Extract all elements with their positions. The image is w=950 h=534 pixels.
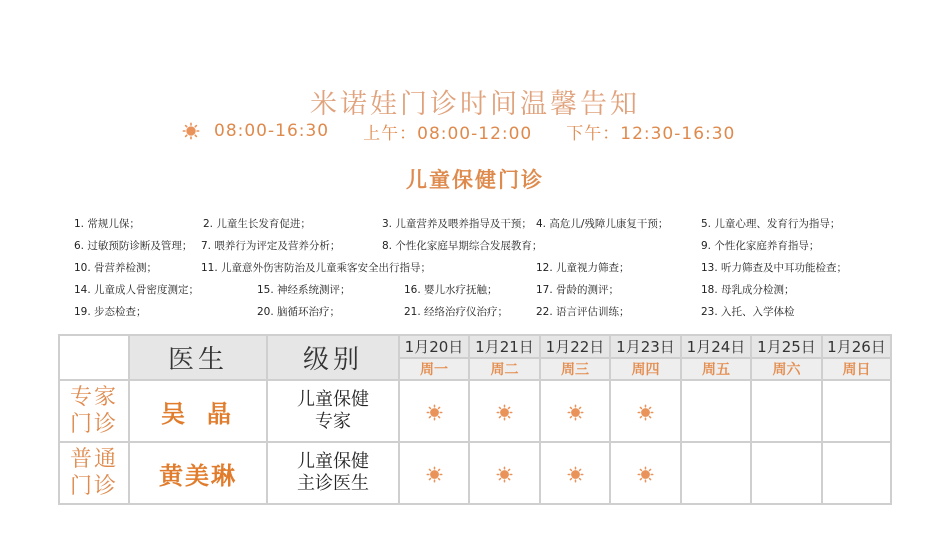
clinic-type-general <box>59 442 129 504</box>
schedule-corner <box>59 335 129 380</box>
service-item: 19. 步态检查； <box>74 306 147 318</box>
service-item: 11. 儿童意外伤害防治及儿童乘客安全出行指导； <box>201 262 432 274</box>
doctor-level-line: 专家 <box>315 411 351 432</box>
service-item: 14. 儿童成人骨密度测定； <box>74 284 200 296</box>
service-item: 22. 语言评估训练； <box>536 306 630 318</box>
clinic-type-line: 专家 <box>69 385 118 410</box>
schedule-slot <box>610 380 681 442</box>
clinic-type-expert <box>59 380 129 442</box>
service-item: 8. 个性化家庭早期综合发展教育； <box>382 240 543 252</box>
hours-afternoon: 下午：12:30-16:30 <box>566 123 736 144</box>
sun-icon <box>637 466 654 483</box>
date-cell: 1月26日 <box>822 335 891 358</box>
service-item: 21. 经络治疗仪治疗； <box>404 306 509 318</box>
date-cell: 1月20日 <box>399 335 469 358</box>
sun-icon <box>426 404 443 421</box>
sun-icon <box>567 404 584 421</box>
service-item: 20. 脑循环治疗； <box>257 306 341 318</box>
service-item: 12. 儿童视力筛查； <box>536 262 630 274</box>
doctor-name: 吴晶 <box>129 380 267 442</box>
service-item: 13. 听力筛查及中耳功能检查； <box>701 262 848 274</box>
service-item: 18. 母乳成分检测； <box>701 284 795 296</box>
schedule-slot <box>469 380 540 442</box>
service-item: 16. 婴儿水疗抚触； <box>404 284 498 296</box>
header-level: 级别 <box>267 335 399 380</box>
notice-title: 米诺娃门诊时间温馨告知 <box>310 89 640 120</box>
schedule-slot <box>822 442 891 504</box>
sun-icon <box>182 122 200 140</box>
clinic-type-line: 门诊 <box>69 412 118 437</box>
schedule-row-expert <box>59 380 891 442</box>
doctor-level-line: 儿童保健 <box>297 389 369 410</box>
schedule-slot <box>540 380 610 442</box>
date-cell: 1月23日 <box>610 335 681 358</box>
schedule-slot <box>399 442 469 504</box>
weekday-cell: 周六 <box>751 358 822 380</box>
doctor-level-line: 儿童保健 <box>297 451 369 472</box>
sun-icon <box>637 404 654 421</box>
service-item: 10. 骨营养检测； <box>74 262 158 274</box>
weekday-cell: 周一 <box>399 358 469 380</box>
service-item: 23. 入托、入学体检 <box>701 306 795 318</box>
service-item: 5. 儿童心理、发育行为指导； <box>701 218 841 230</box>
service-item: 15. 神经系统测评； <box>257 284 351 296</box>
schedule-slot <box>751 442 822 504</box>
sun-icon <box>567 466 584 483</box>
service-item: 17. 骨龄的测评； <box>536 284 620 296</box>
hours-line <box>182 120 769 142</box>
service-item: 9. 个性化家庭养育指导； <box>701 240 820 252</box>
clinic-type-line: 普通 <box>69 447 118 472</box>
schedule-table <box>58 334 892 505</box>
service-item: 1. 常规儿保； <box>74 218 140 230</box>
schedule-slot <box>822 380 891 442</box>
date-cell: 1月22日 <box>540 335 610 358</box>
schedule-slot <box>610 442 681 504</box>
schedule-slot <box>751 380 822 442</box>
date-cell: 1月25日 <box>751 335 822 358</box>
weekday-cell: 周五 <box>681 358 751 380</box>
sun-icon <box>426 466 443 483</box>
service-item: 3. 儿童营养及喂养指导及干预； <box>382 218 532 230</box>
doctor-level <box>267 380 399 442</box>
section-title: 儿童保健门诊 <box>406 168 544 192</box>
service-item: 4. 高危儿/残障儿康复干预； <box>536 218 669 230</box>
hours-all-day: 08:00-16:30 <box>214 121 330 141</box>
sun-icon <box>496 404 513 421</box>
doctor-name: 黄美琳 <box>129 442 267 504</box>
schedule-header-dates <box>59 335 891 358</box>
schedule-slot <box>399 380 469 442</box>
doctor-level-line: 主诊医生 <box>297 473 369 494</box>
date-cell: 1月21日 <box>469 335 540 358</box>
schedule-slot <box>469 442 540 504</box>
service-item: 6. 过敏预防诊断及管理； <box>74 240 193 252</box>
weekday-cell: 周三 <box>540 358 610 380</box>
weekday-cell: 周日 <box>822 358 891 380</box>
doctor-level <box>267 442 399 504</box>
schedule-slot <box>540 442 610 504</box>
date-cell: 1月24日 <box>681 335 751 358</box>
clinic-type-line: 门诊 <box>69 474 118 499</box>
sun-icon <box>496 466 513 483</box>
schedule-slot <box>681 380 751 442</box>
weekday-cell: 周四 <box>610 358 681 380</box>
hours-morning: 上午：08:00-12:00 <box>363 123 533 144</box>
service-item: 7. 喂养行为评定及营养分析； <box>201 240 341 252</box>
weekday-cell: 周二 <box>469 358 540 380</box>
schedule-slot <box>681 442 751 504</box>
schedule-row-general <box>59 442 891 504</box>
header-doctor: 医生 <box>129 335 267 380</box>
service-item: 2. 儿童生长发育促进； <box>203 218 311 230</box>
